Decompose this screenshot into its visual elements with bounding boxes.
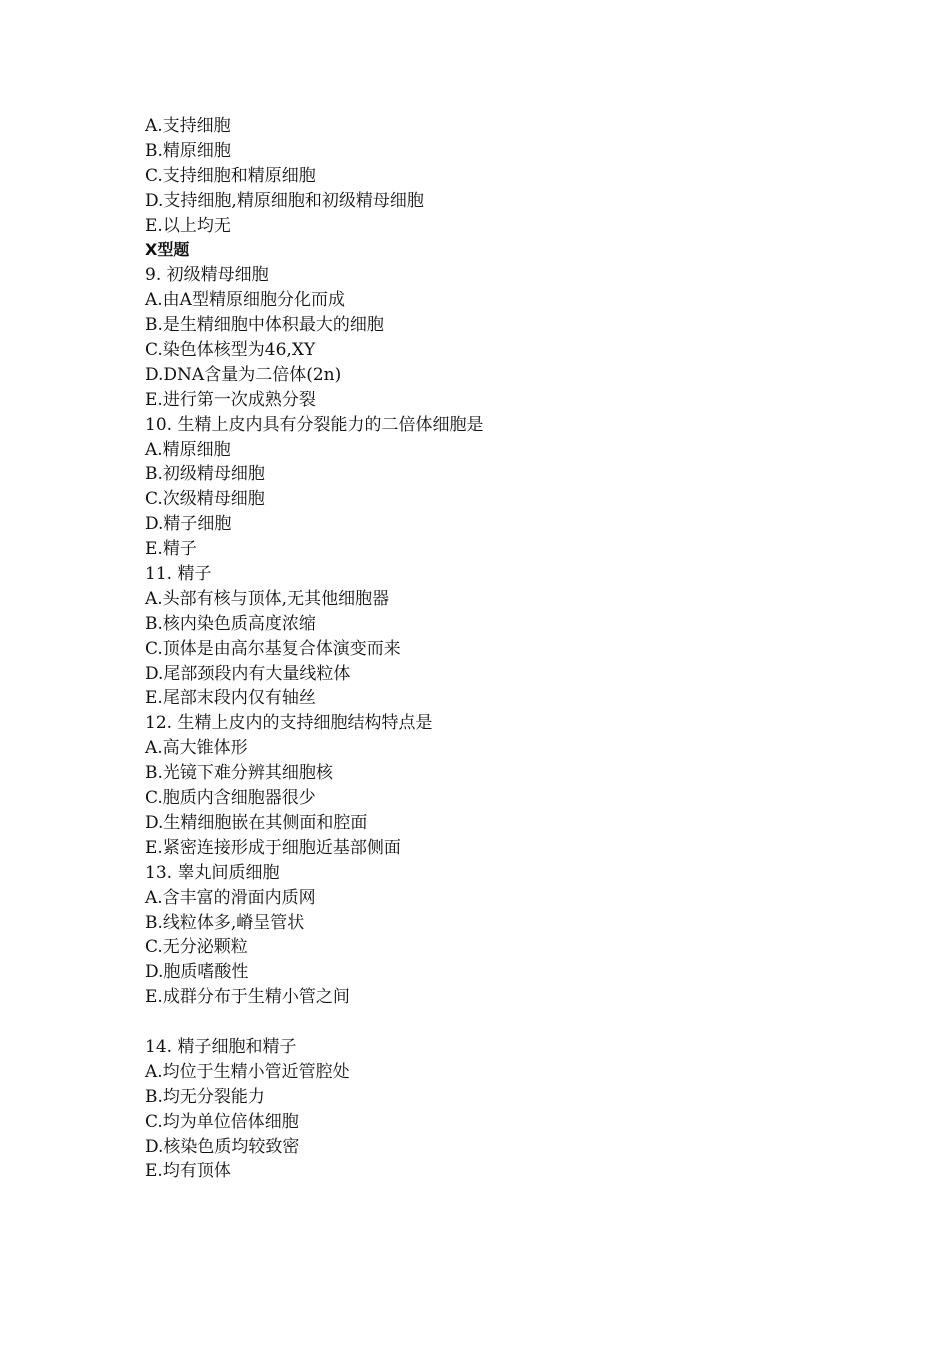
option-line: C.均为单位倍体细胞: [145, 1111, 299, 1132]
option-line: A.精原细胞: [145, 439, 231, 460]
option-line: D.胞质嗜酸性: [145, 962, 249, 983]
option-line: D.精子细胞: [145, 514, 232, 535]
option-line: B.均无分裂能力: [145, 1086, 265, 1107]
option-line: A.均位于生精小管近管腔处: [145, 1061, 350, 1082]
option-line: C.胞质内含细胞器很少: [145, 788, 316, 809]
option-line: E.均有顶体: [145, 1161, 231, 1182]
section-heading: X型题: [145, 240, 190, 260]
option-line: B.核内染色质高度浓缩: [145, 613, 316, 634]
option-line: D.DNA含量为二倍体(2n): [145, 364, 342, 385]
option-line: E.精子: [145, 539, 197, 560]
question-stem: 13. 睾丸间质细胞: [145, 862, 280, 883]
option-line: A.含丰富的滑面内质网: [145, 887, 316, 908]
option-line: C.无分泌颗粒: [145, 937, 248, 958]
option-line: D.尾部颈段内有大量线粒体: [145, 663, 351, 684]
question-stem: 10. 生精上皮内具有分裂能力的二倍体细胞是: [145, 414, 484, 435]
option-line: A.高大锥体形: [145, 738, 248, 759]
option-line: B.光镜下难分辨其细胞核: [145, 763, 333, 784]
option-line: C.支持细胞和精原细胞: [145, 165, 316, 186]
option-line: B.是生精细胞中体积最大的细胞: [145, 315, 384, 336]
blank-line: [145, 1010, 845, 1035]
option-line: D.核染色质均较致密: [145, 1136, 300, 1157]
option-line: E.紧密连接形成于细胞近基部侧面: [145, 837, 401, 858]
question-stem: 12. 生精上皮内的支持细胞结构特点是: [145, 713, 433, 734]
option-line: C.顶体是由高尔基复合体演变而来: [145, 638, 401, 659]
document-page: [145, 114, 845, 1184]
option-line: C.染色体核型为46,XY: [145, 340, 316, 361]
option-line: E.成群分布于生精小管之间: [145, 987, 350, 1008]
option-line: E.进行第一次成熟分裂: [145, 389, 316, 410]
option-line: E.以上均无: [145, 215, 231, 236]
option-line: B.初级精母细胞: [145, 464, 265, 485]
option-line: A.头部有核与顶体,无其他细胞器: [145, 588, 390, 609]
option-line: D.生精细胞嵌在其侧面和腔面: [145, 812, 368, 833]
option-line: A.由A型精原细胞分化而成: [145, 290, 345, 311]
question-stem: 9. 初级精母细胞: [145, 265, 269, 286]
question-stem: 11. 精子: [145, 564, 212, 585]
option-line: C.次级精母细胞: [145, 489, 265, 510]
option-line: D.支持细胞,精原细胞和初级精母细胞: [145, 190, 424, 211]
option-line: B.线粒体多,嵴呈管状: [145, 912, 305, 933]
option-line: E.尾部末段内仅有轴丝: [145, 688, 316, 709]
question-stem: 14. 精子细胞和精子: [145, 1036, 297, 1057]
option-line: A.支持细胞: [145, 116, 231, 136]
option-line: B.精原细胞: [145, 140, 231, 161]
